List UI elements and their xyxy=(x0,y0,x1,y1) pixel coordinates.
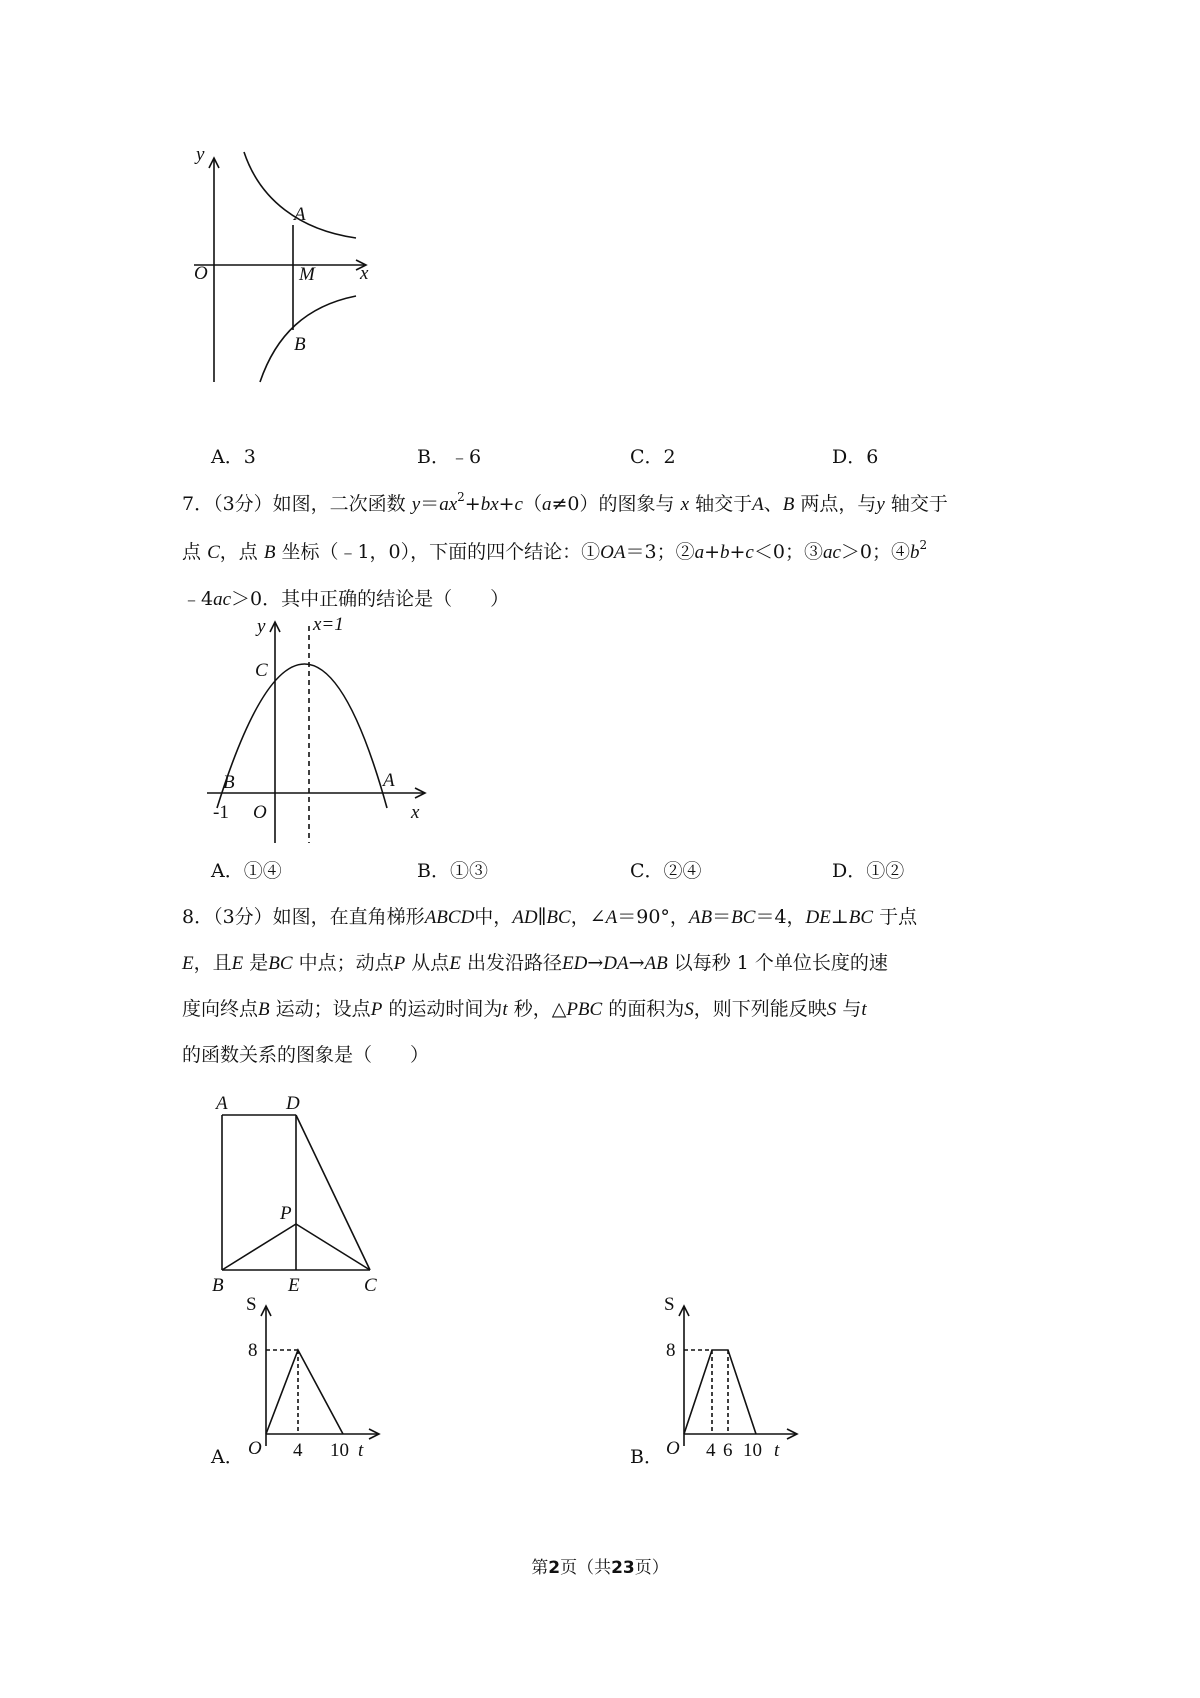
q7-text: 的图象与 xyxy=(598,493,675,515)
q7-line-2: 点 C，点 B 坐标（﹣1，0），下面的四个结论：①OA＝3；②a+b+c＜0；③ac＞0；$④b^2$ xyxy=(182,538,928,563)
q7-text: ＜0；③ xyxy=(753,541,823,563)
q8-text: 度向终点 xyxy=(182,998,259,1020)
q7-line-1: 7．（3分）如图，二次函数 $y=ax^2+bx+c(a\ne 0)$的图象与 x 轴交于A、B 两点，与y 轴交于 xyxy=(182,490,948,515)
q8-text: ∥ xyxy=(537,906,547,928)
q8-trapezoid-figure xyxy=(210,1095,390,1295)
footer-total-pages: 23 xyxy=(611,1558,635,1578)
q7-option-b[interactable]: B．①③ xyxy=(417,860,488,882)
q8-option-a-graph[interactable] xyxy=(244,1296,404,1466)
footer-page-number: 2 xyxy=(548,1558,561,1578)
q8-text: 是 xyxy=(249,952,269,974)
q6-label-b: B xyxy=(294,334,306,355)
q6-hyperbola-figure xyxy=(190,144,390,390)
q8-text: 与 xyxy=(842,998,862,1020)
q7-label-c: C xyxy=(255,660,268,681)
q7-text: 坐标（﹣1，0），下面的四个结论：① xyxy=(281,541,601,563)
q8-text: 于点 xyxy=(879,906,918,928)
q8-label-c: C xyxy=(364,1275,377,1296)
q8-text: ＝90°， xyxy=(617,906,689,928)
page-footer xyxy=(0,1553,1200,1578)
q8-text: ，∠ xyxy=(570,906,606,928)
footer-text: 第 xyxy=(531,1558,549,1578)
q6-option-a[interactable]: A．3 xyxy=(211,446,256,468)
q8-line-2: E，且E 是BC 中点；动点P 从点E 出发沿路径ED→DA→AB 以每秒 1 个单位长度的速 xyxy=(182,952,888,974)
q8-line-3: 度向终点B 运动；设点P 的运动时间为t 秒，△PBC 的面积为S，则下列能反映S 与t xyxy=(182,998,867,1020)
q8-text: 8．（3分）如图，在直角梯形 xyxy=(182,906,425,928)
q8-option-b-label[interactable]: B． xyxy=(630,1446,663,1468)
q8a-label-t: t xyxy=(358,1440,364,1461)
q7-text: 7．（3分）如图，二次函数 xyxy=(182,493,406,515)
q8-label-d: D xyxy=(286,1093,300,1114)
q7-text: ＞0．其中正确的结论是（ ） xyxy=(231,588,510,610)
q8-label-e: E xyxy=(288,1275,300,1296)
q6-label-x: x xyxy=(360,263,369,284)
q8-text: 中， xyxy=(474,906,513,928)
q8b-label-4: 4 xyxy=(706,1440,716,1461)
q7-label-o: O xyxy=(253,802,267,823)
q7-label-a: A xyxy=(383,770,395,791)
q8-option-b-graph[interactable] xyxy=(662,1296,822,1466)
q8-text: ＝ xyxy=(712,906,732,928)
q7-option-d[interactable]: D．①② xyxy=(832,860,905,882)
q7-label-x: x xyxy=(411,802,420,823)
q8b-label-o: O xyxy=(666,1438,680,1459)
q8a-label-8: 8 xyxy=(248,1340,258,1361)
q6-option-c[interactable]: C．2 xyxy=(630,446,676,468)
q8-text: 的函数关系的图象是（ ） xyxy=(182,1044,430,1066)
q8-text: → xyxy=(587,952,604,974)
q8-text: 运动；设点 xyxy=(275,998,371,1020)
q7-text: 两点，与 xyxy=(800,493,877,515)
footer-text: 页） xyxy=(634,1558,669,1578)
q8a-label-o: O xyxy=(248,1438,262,1459)
q8a-label-s: S xyxy=(246,1294,257,1315)
q8-line-1: 8．（3分）如图，在直角梯形ABCD中，AD∥BC，∠A＝90°，AB＝BC＝4，DE⊥BC 于点 xyxy=(182,906,918,928)
q8b-label-8: 8 xyxy=(666,1340,676,1361)
q8-option-a-label[interactable]: A． xyxy=(211,1446,244,1468)
q8-line-4 xyxy=(182,1033,1030,1077)
q6-option-b[interactable]: B．﹣6 xyxy=(417,446,482,468)
footer-text: 页（共 xyxy=(560,1558,612,1578)
q8-label-a: A xyxy=(216,1093,228,1114)
q7-label-neg1: -1 xyxy=(213,802,229,823)
q7-text: 轴交于 xyxy=(695,493,753,515)
q8-text: ，则下列能反映 xyxy=(693,998,827,1020)
q7-option-c[interactable]: C．②④ xyxy=(630,860,702,882)
q7-text: ，点 xyxy=(219,541,258,563)
q7-text: ﹣4 xyxy=(182,588,214,610)
q6-label-o: O xyxy=(194,263,208,284)
q6-label-m: M xyxy=(299,264,315,285)
q8a-label-10: 10 xyxy=(330,1440,349,1461)
q8-text: 从点 xyxy=(411,952,450,974)
q8-text: ⊥ xyxy=(830,906,849,928)
q7-line-3: ﹣4ac＞0．其中正确的结论是（ ） xyxy=(182,588,510,610)
q8-label-p: P xyxy=(280,1203,292,1224)
q7-text: 轴交于 xyxy=(890,493,948,515)
q6-option-d[interactable]: D．6 xyxy=(832,446,879,468)
q8-text: 的运动时间为 xyxy=(388,998,503,1020)
q6-lower-branch xyxy=(260,296,356,382)
q8-label-b: B xyxy=(212,1275,224,1296)
q8-text: 中点；动点 xyxy=(298,952,394,974)
q7-text: ＞0；④ xyxy=(840,541,910,563)
q7-parabola-figure xyxy=(205,614,435,848)
q8b-label-6: 6 xyxy=(723,1440,733,1461)
q8b-label-10: 10 xyxy=(743,1440,762,1461)
q8a-graph-line xyxy=(266,1350,343,1434)
q7-text: 点 xyxy=(182,541,202,563)
q8-text: 以每秒 1 个单位长度的速 xyxy=(673,952,888,974)
q8-text: 出发沿路径 xyxy=(466,952,562,974)
q8-text: 的面积为 xyxy=(608,998,685,1020)
q6-upper-branch xyxy=(244,152,356,238)
q8-segment-pb xyxy=(222,1224,296,1270)
q8b-label-s: S xyxy=(664,1294,675,1315)
q7-label-axis-eq: x=1 xyxy=(313,614,344,635)
q7-option-a[interactable]: A．①④ xyxy=(211,860,282,882)
q7-label-b: B xyxy=(223,772,235,793)
q6-label-a: A xyxy=(294,204,306,225)
q8b-label-t: t xyxy=(774,1440,780,1461)
q7-text: ＝3；② xyxy=(625,541,695,563)
q7-parabola xyxy=(217,664,387,808)
q8-text: ，且 xyxy=(193,952,232,974)
q7-label-y: y xyxy=(257,616,266,637)
q8b-graph-line xyxy=(684,1350,756,1434)
q8a-label-4: 4 xyxy=(293,1440,303,1461)
q6-label-y: y xyxy=(196,144,205,165)
q8-text: ＝4， xyxy=(755,906,806,928)
q8-text: 秒，△ xyxy=(513,998,567,1020)
q8-text: → xyxy=(628,952,645,974)
